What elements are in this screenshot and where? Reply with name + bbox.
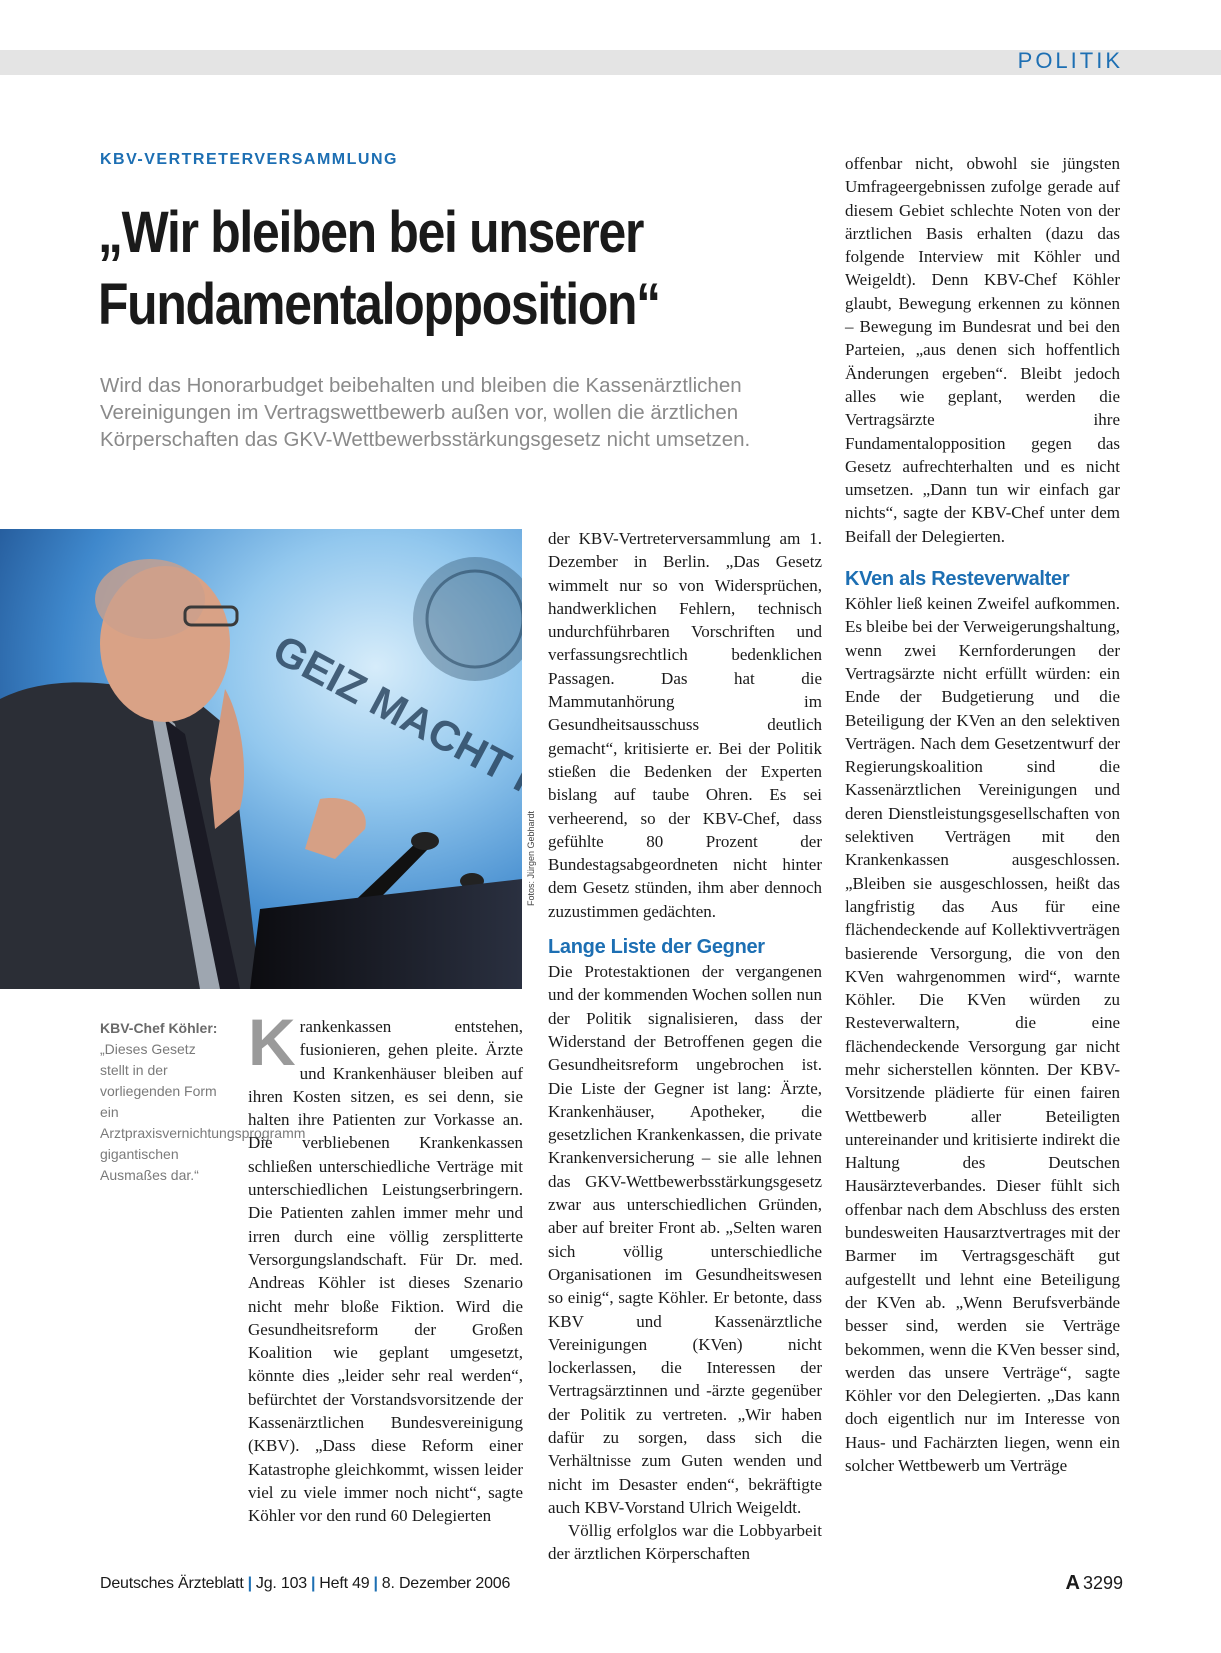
body-paragraph: der KBV-Vertreterversammlung am 1. Dezember in Berlin. „Das Gesetz wimmelt nur so von Widersprüchen, handwerklichen Fehlern, technisch undurchführbaren Vorschriften und verfassungsrechtlich bedenklichen Passagen. Das hat die Mammutanhörung im Gesundheitsausschuss deutlich gemacht“, kritisierte er. Bei der Politik stießen die Bedenken der Experten bislang auf taube Ohren. Es sei verheerend, so der KBV-Chef, dass gefühlte 80 Prozent der Bundestagsabgeordneten nicht hinter dem Gesetz stünden, ihm aber dennoch zuzustimmen gedächten. [548, 529, 822, 921]
body-paragraph: Die Protestaktionen der vergangenen und der kommenden Wochen sollen nun der Politik signalisieren, dass der Widerstand der Betroffenen gegen die Gesundheitsreform ungebrochen ist. Die Liste der Gegner ist lang: Ärzte, Krankenhäuser, Apotheker, die gesetzlichen Krankenkassen, die private Krankenversicherung – sie alle lehnen das GKV-Wettbewerbsstärkungsgesetz zwar aus unterschiedlichen Gründen, aber auf breiter Front ab. „Selten waren sich völlig unterschiedliche Organisationen im Gesundheitswesen so einig“, sagte Köhler. Er betonte, dass KBV und Kassenärztliche Vereinigungen (KVen) nicht lockerlassen, die Interessen der Vertragsärztinnen und -ärzte gegenüber der Politik zu vertreten. „Wir haben dafür zu sorgen, dass sich die Verhältnisse zum Guten wenden und nicht im Desaster enden“, bekräftigte auch KBV-Vorstand Ulrich Weigeldt. [548, 962, 822, 1517]
section-label: POLITIK [1017, 48, 1123, 73]
headline: „Wir bleiben bei unserer Fundamentalopposition“ [98, 200, 660, 337]
footer-citation: Deutsches Ärzteblatt | Jg. 103 | Heft 49 | 8. Dezember 2006 [100, 1575, 511, 1592]
body-paragraph: Völlig erfolglos war die Lobbyarbeit der ärztlichen Körperschaften [548, 1521, 822, 1564]
article-column-2 [548, 527, 822, 1566]
page-number: A 3299 [1065, 1572, 1123, 1594]
caption-title: KBV-Chef Köhler: [100, 1020, 218, 1036]
body-paragraph: Krankenkassen entstehen, fusionieren, gehen pleite. Ärzte und Krankenhäuser bleiben auf ihren Kosten sitzen, es sei denn, sie halten ihre Patienten zur Vorkasse an. Die verbliebenen Krankenkassen schließen unterschiedliche Verträge mit unterschiedlichen Leistungserbringern. Die Patienten zahlen immer mehr und irren durch eine völlig zersplitterte Versorgungslandschaft. Für Dr. med. Andreas Köhler ist dieses Szenario nicht mehr bloße Fiktion. Wird die Gesundheitsreform der Großen Koalition wie geplant umgesetzt, könnte dies „leider sehr real werden“, befürchtet der Vorstandsvorsitzende der Kassenärztlichen Bundesvereinigung (KBV). „Dass diese Reform einer Katastrophe gleichkommt, wissen leider viel zu viele immer noch nicht“, sagte Köhler vor den rund 60 Delegierten [248, 1005, 523, 1526]
lead-paragraph: Wird das Honorarbudget beibehalten und bleiben die Kassenärztlichen Vereinigungen im Vertragswettbewerb außen vor, wollen die ärztlichen Körperschaften das GKV-Wettbewerbsstärkungsgesetz nicht umsetzen. [100, 374, 751, 451]
drop-cap: K [248, 1005, 296, 1079]
body-paragraph: Köhler ließ keinen Zweifel aufkommen. Es bleibe bei der Verweigerungshaltung, wenn zwei Kernforderungen der Vertragsärzte nicht erfüllt würden: ein Ende der Budgetierung und die Beteiligung der KVen an den selektiven Verträgen. Nach dem Gesetzentwurf der Regierungskoalition sind die Kassenärztlichen Vereinigungen und deren Dienstleistungsgesellschaften von selektiven Verträgen mit den Krankenkassen ausgeschlossen. „Bleiben sie ausgeschlossen, heißt das langfristig das Aus für eine flächendeckende auf Kollektivverträgen basierende Versorgung, die von den KVen wahrgenommen wird“, warnte Köhler. Die KVen würden zu Resteverwaltern, die eine flächendeckende Versorgung gar nicht mehr sicherstellen könnten. Der KBV-Vorsitzende plädierte für einen fairen Wettbewerb aller Beteiligten untereinander und kritisierte indirekt die Haltung des Deutschen Hausärzteverbandes. Dieser fühlt sich offenbar nach dem Abschluss des ersten bundesweiten Hausarztvertrages mit der Barmer im Vertragsgeschäft gut aufgestellt und lehnt eine Beteiligung der KVen ab. „Wenn Berufsverbände besser sind, werden sie Verträge bekommen, wenn die KVen besser sind, werden das unsere Verträge“, sagte Köhler vor den Delegierten. „Das kann doch eigentlich nur im Interesse von Haus- und Fachärzten liegen, wenn ein solcher Wettbewerb um Verträge [845, 594, 1120, 1476]
publication-name: Deutsches Ärzteblatt [100, 1575, 244, 1592]
page-prefix: A [1065, 1572, 1080, 1594]
subheading: Lange Liste der Gegner [548, 936, 765, 959]
article-column-3 [845, 152, 1120, 1477]
article-photo [0, 529, 522, 989]
article-column-1 [248, 1005, 523, 1528]
kicker: KBV-VERTRETERVERSAMMLUNG [100, 151, 398, 168]
issue-date: 8. Dezember 2006 [381, 1575, 511, 1592]
photo-caption [100, 1018, 306, 1186]
photo-credit: Fotos: Jürgen Gebhardt [526, 810, 536, 906]
subheading: KVen als Resteverwalter [845, 568, 1070, 591]
speaker-photo-illustration [0, 529, 522, 989]
caption-text: „Dieses Gesetz stellt in der vorliegenden Form ein Arztpraxisvernichtungsprogramm gigantischen Ausmaßes dar.“ [100, 1041, 306, 1183]
body-paragraph: offenbar nicht, obwohl sie jüngsten Umfrageergebnissen zufolge gerade auf diesem Gebiet schlechte Noten von der ärztlichen Basis erhalten (dazu das folgende Interview mit Köhler und Weigeldt). Denn KBV-Chef Köhler glaubt, Bewegung erkennen zu können – Bewegung im Bundesrat und bei den Parteien, „aus denen sich hoffentlich Änderungen ergeben“. Bleibt jedoch alles wie geplant, werden die Vertragsärzte ihre Fundamentalopposition gegen das Gesetz aufrechterhalten und es nicht umsetzen. „Dann tun wir einfach gar nichts“, sagte der KBV-Chef unter dem Beifall der Delegierten. [845, 154, 1120, 546]
issue: Heft 49 [319, 1575, 370, 1592]
volume: Jg. 103 [255, 1575, 308, 1592]
